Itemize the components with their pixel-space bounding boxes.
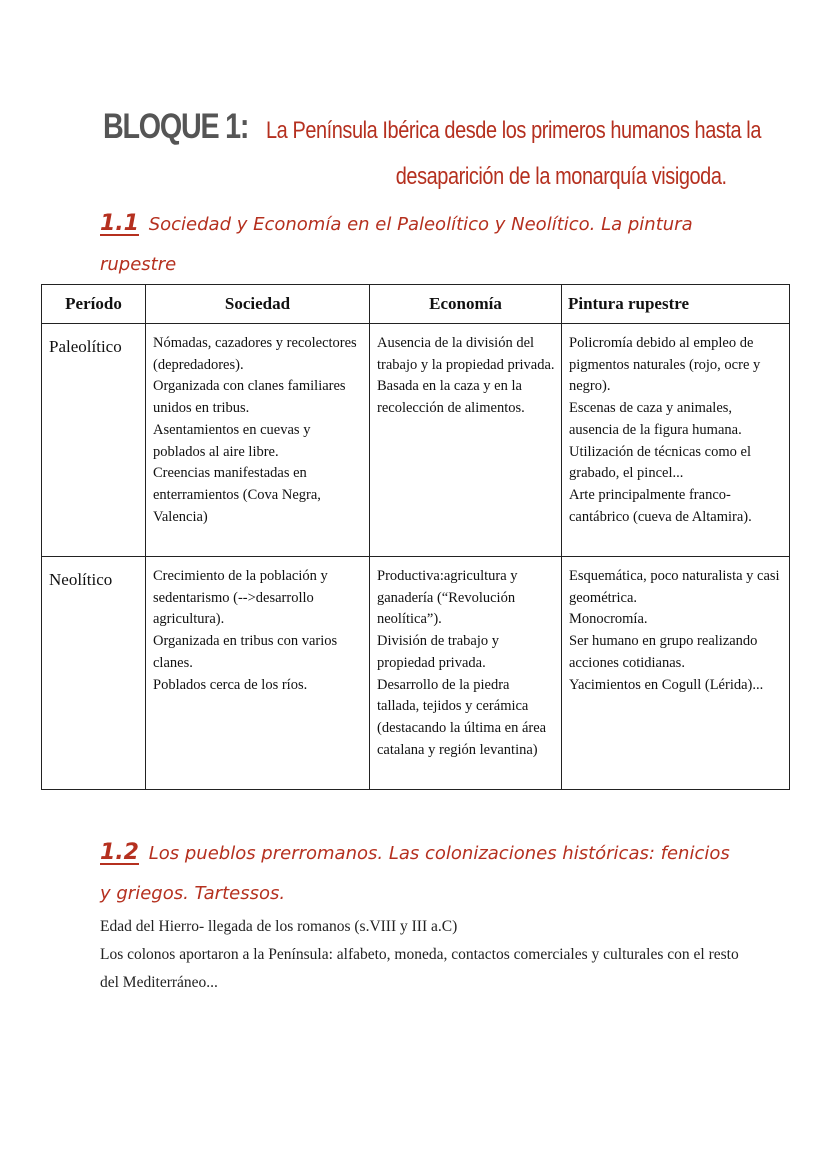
cell-line: Desarrollo de la piedra tallada, tejidos y cerámica (destacando la última en área catalana y región levantina): [377, 676, 547, 758]
section-title: Los pueblos prerromanos. Las colonizaciones históricas: fenicios y griegos. Tartessos.: [100, 843, 730, 904]
bloque-label: BLOQUE 1:: [103, 107, 249, 146]
sociedad-cell: [146, 557, 370, 790]
section-heading-1-2: [100, 833, 740, 914]
cell-line: Nómadas, cazadores y recolectores (depredadores).: [153, 335, 357, 373]
section-number: 1.2: [100, 840, 139, 865]
table-header-row: [42, 285, 790, 324]
cell-line: Basada en la caza y en la recolección de alimentos.: [377, 378, 525, 417]
cell-line: Asentamientos en cuevas y poblados al aire libre.: [153, 421, 311, 460]
cell-line: Arte principalmente franco-cantábrico (cueva de Altamira).: [569, 486, 752, 525]
paragraph: Los colonos aportaron a la Península: alfabeto, moneda, contactos comerciales y culturales con el resto del Mediterráneo...: [100, 946, 739, 991]
header-cell: Economía: [370, 285, 562, 324]
cell-line: Escenas de caza y animales, ausencia de la figura humana.: [569, 400, 742, 438]
cell-line: Poblados cerca de los ríos.: [153, 676, 308, 693]
economia-cell: [370, 557, 562, 790]
economia-cell: [370, 324, 562, 557]
sociedad-cell: [146, 324, 370, 557]
period-cell: Paleolítico: [42, 324, 146, 557]
cell-line: División de trabajo y propiedad privada.: [377, 633, 500, 671]
cell-line: Ausencia de la división del trabajo y la propiedad privada.: [377, 335, 555, 373]
cell-line: Crecimiento de la población y sedentarismo (-->desarrollo agricultura).: [153, 568, 328, 628]
header-cell: Sociedad: [146, 285, 370, 324]
cell-line: Monocromía.: [569, 611, 648, 628]
cell-line: Esquemática, poco naturalista y casi geométrica.: [569, 568, 780, 606]
table-row: [42, 324, 790, 557]
section-heading-1-1: [100, 204, 740, 285]
cell-line: Policromía debido al empleo de pigmentos naturales (rojo, ocre y negro).: [569, 335, 761, 395]
cell-line: Organizada en tribus con varios clanes.: [153, 633, 338, 671]
pintura-cell: [562, 324, 790, 557]
paragraph: Edad del Hierro- llegada de los romanos (s.VIII y III a.C): [100, 918, 458, 935]
pintura-cell: [562, 557, 790, 790]
table-row: [42, 557, 790, 790]
cell-line: Utilización de técnicas como el grabado, el pincel...: [569, 443, 751, 482]
section-body: [100, 913, 750, 997]
section-number: 1.1: [100, 211, 139, 236]
title-line-1: La Península Ibérica desde los primeros humanos hasta la: [266, 117, 762, 144]
header-cell: Período: [42, 285, 146, 324]
period-cell: Neolítico: [42, 557, 146, 790]
periods-table: [41, 284, 790, 790]
cell-line: Ser humano en grupo realizando acciones cotidianas.: [569, 633, 758, 671]
cell-line: Organizada con clanes familiares unidos en tribus.: [153, 378, 346, 417]
header-cell: Pintura rupestre: [562, 285, 790, 324]
cell-line: Creencias manifestadas en enterramientos (Cova Negra, Valencia): [153, 465, 321, 525]
title-line-2: desaparición de la monarquía visigoda.: [396, 163, 727, 190]
section-title: Sociedad y Economía en el Paleolítico y Neolítico. La pintura rupestre: [100, 214, 693, 275]
cell-line: Productiva:agricultura y ganadería (“Revolución neolítica”).: [377, 568, 518, 628]
cell-line: Yacimientos en Cogull (Lérida)...: [569, 676, 764, 693]
page-title: [103, 104, 762, 200]
